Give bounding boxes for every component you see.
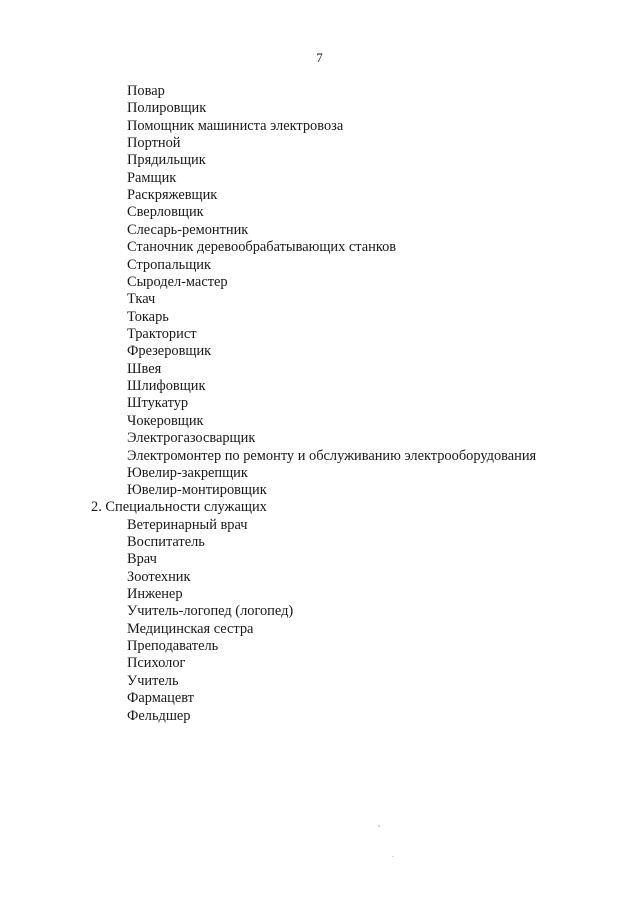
list-item: Ветеринарный врач: [127, 517, 248, 533]
scan-speck: [392, 856, 394, 857]
list-item: Швея: [127, 361, 162, 377]
list-item: Полировщик: [127, 100, 207, 116]
list-item: Сверловщик: [127, 204, 204, 220]
list-item: Чокеровщик: [127, 413, 204, 429]
list-item: Повар: [127, 83, 165, 99]
list-item: Токарь: [127, 309, 169, 325]
list-item: Штукатур: [127, 395, 189, 411]
list-item: Ювелир-монтировщик: [127, 482, 267, 498]
list-item: Электрогазосварщик: [127, 430, 256, 446]
list-item: Слесарь-ремонтник: [127, 222, 249, 238]
list-item: Ткач: [127, 291, 156, 307]
list-item: Медицинская сестра: [127, 621, 254, 637]
list-item: Шлифовщик: [127, 378, 206, 394]
page-number: 7: [316, 50, 323, 65]
list-item: Тракторист: [127, 326, 197, 342]
list-item: Помощник машиниста электровоза: [127, 118, 344, 134]
list-item: Фармацевт: [127, 690, 194, 706]
list-item: Фрезеровщик: [127, 343, 212, 359]
list-item: Психолог: [127, 655, 186, 671]
list-item: Рамщик: [127, 170, 177, 186]
list-item: Учитель-логопед (логопед): [127, 603, 294, 619]
list-item: Преподаватель: [127, 638, 219, 654]
list-item: Стропальщик: [127, 257, 211, 273]
list-item: Учитель: [127, 673, 179, 689]
list-item: Воспитатель: [127, 534, 205, 550]
list-item: Раскряжевщик: [127, 187, 218, 203]
list-item: Врач: [127, 551, 157, 567]
list-item: Фельдшер: [127, 708, 191, 724]
section-heading: 2. Специальности служащих: [91, 499, 267, 515]
list-item: Прядильщик: [127, 152, 206, 168]
list-item: Ювелир-закрепщик: [127, 465, 248, 481]
list-item: Станочник деревообрабатывающих станков: [127, 239, 397, 255]
list-item: Инженер: [127, 586, 183, 602]
list-item: Портной: [127, 135, 181, 151]
list-item: Зоотехник: [127, 569, 191, 585]
list-item: Электромонтер по ремонту и обслуживанию электрооборудования: [127, 448, 537, 464]
list-item: Сыродел-мастер: [127, 274, 228, 290]
scan-speck: [378, 825, 380, 827]
